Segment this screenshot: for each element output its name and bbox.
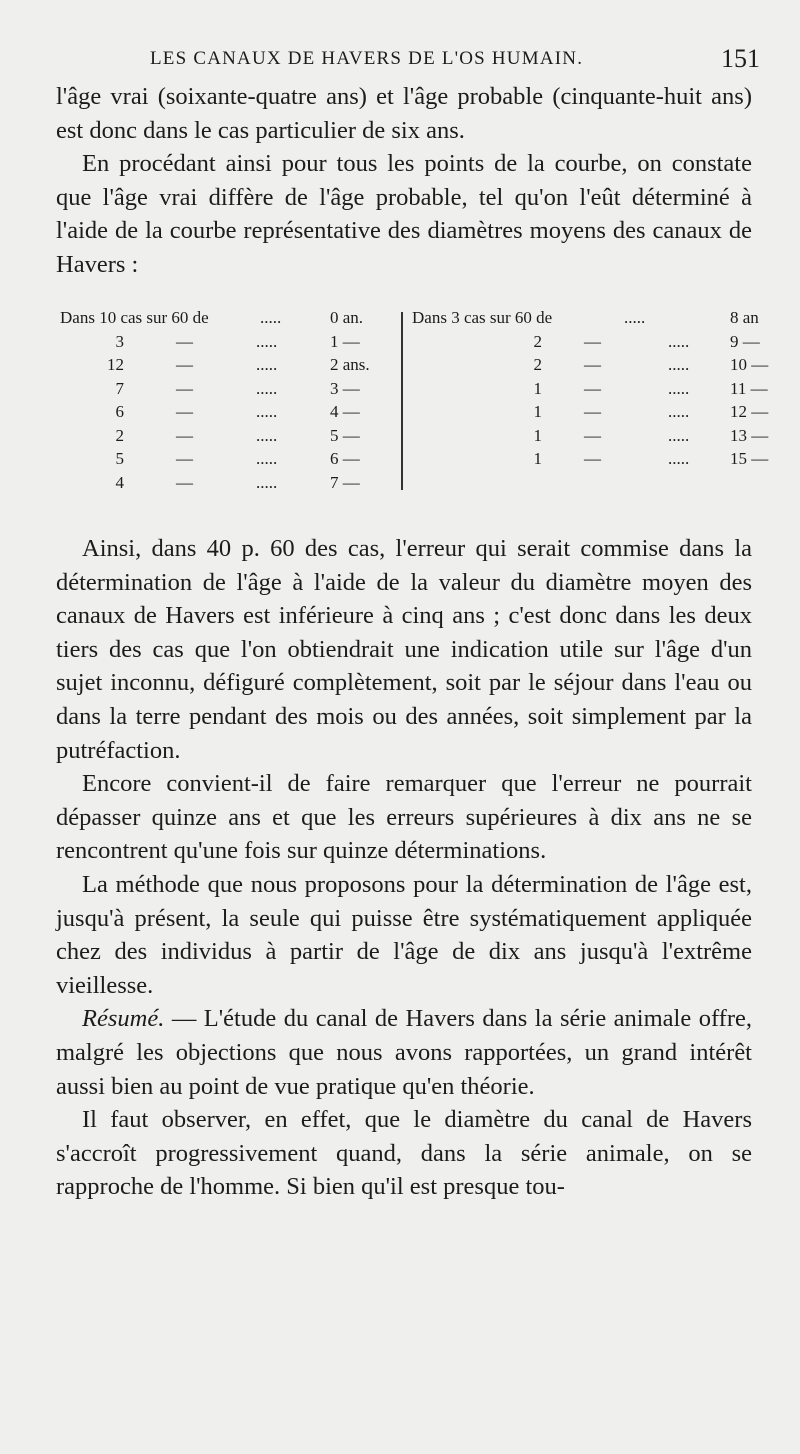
age-error-table [60, 306, 769, 496]
cell-count: 1 [533, 378, 542, 398]
cell-value: 0 an. [330, 308, 364, 327]
cell-dots: ..... [260, 308, 282, 327]
cell-dash: — [584, 425, 601, 445]
table-row [412, 353, 769, 377]
table-row [412, 424, 769, 448]
table-row [412, 377, 768, 401]
cell-value: 1 — [330, 331, 360, 351]
cell-value: 13 — [730, 425, 769, 445]
cell-dash: — [176, 378, 193, 398]
cell-dots: ..... [668, 449, 690, 468]
cell-value: 2 ans. [330, 355, 370, 374]
cell-value: 8 an [730, 308, 759, 327]
table-row [412, 330, 760, 354]
cell-value: 7 — [330, 472, 360, 492]
table-row [60, 447, 400, 471]
table-row [60, 353, 400, 377]
table-row [60, 424, 400, 448]
cell-dots: ..... [624, 308, 646, 327]
table-row [60, 400, 400, 424]
cell-count: 1 [533, 425, 542, 445]
running-title: LES CANAUX DE HAVERS DE L'OS HUMAIN. [150, 48, 584, 69]
cell-count: 6 [115, 402, 124, 421]
cell-dash: — [584, 402, 601, 421]
cell-count: Dans 10 cas sur 60 de [60, 308, 209, 327]
cell-count: 7 [115, 378, 124, 398]
cell-dots: ..... [256, 378, 278, 398]
cell-value: 4 — [330, 402, 360, 421]
cell-dots: ..... [668, 331, 690, 351]
cell-dash: — [176, 331, 193, 351]
cell-value: 11 — [730, 378, 768, 398]
cell-dots: ..... [668, 355, 690, 374]
table-column-right [412, 306, 769, 471]
resume-text: — L'étude du canal de Havers dans la série animale offre, malgré les objections que nous avons rapportées, un grand intérêt aussi bien au point de vue pratique qu'en théorie. [56, 1005, 752, 1100]
cell-count: 2 [115, 425, 124, 445]
table-column-left [60, 306, 400, 494]
table-row [412, 400, 769, 424]
cell-dots: ..... [256, 402, 278, 421]
cell-dots: ..... [668, 378, 690, 398]
cell-value: 9 — [730, 331, 760, 351]
cell-count: 1 [533, 402, 542, 421]
cell-dash: — [584, 331, 601, 351]
table-row [60, 306, 400, 330]
cell-dash: — [176, 402, 193, 421]
paragraph: La méthode que nous proposons pour la détermination de l'âge est, jusqu'à présent, la seule qui puisse être systématiquement appliquée chez des individus à partir de l'âge de dix ans jusqu'à l'extrême vieillesse. [56, 870, 752, 999]
paragraph: En procédant ainsi pour tous les points de la courbe, on constate que l'âge vrai diffère de l'âge probable, tel qu'on l'eût déterminé à l'aide de la courbe représentative des diamètres moyens des canaux de Havers : [56, 150, 752, 278]
table-row [60, 330, 400, 354]
cell-dash: — [176, 472, 193, 492]
cell-dash: — [176, 449, 193, 468]
cell-value: 10 — [730, 355, 769, 374]
cell-dots: ..... [256, 355, 278, 374]
resume-label: Résumé. [82, 1005, 165, 1033]
paragraph: Il faut observer, en effet, que le diamètre du canal de Havers s'accroît progressivement quand, dans la série animale, on se rapproche de l'homme. Si bien qu'il est presque tou- [56, 1106, 752, 1201]
cell-value: 3 — [330, 378, 360, 398]
cell-dash: — [176, 425, 193, 445]
running-header [60, 44, 760, 76]
cell-value: 6 — [330, 449, 360, 468]
cell-dots: ..... [256, 331, 278, 351]
cell-dots: ..... [256, 449, 278, 468]
column-divider [401, 312, 403, 490]
cell-value: 12 — [730, 402, 769, 421]
cell-count: 12 [107, 355, 124, 374]
cell-dots: ..... [668, 402, 690, 421]
cell-count: 2 [533, 331, 542, 351]
table-row [412, 447, 769, 471]
cell-count: 3 [115, 331, 124, 351]
table-row [60, 377, 400, 401]
cell-count: 5 [115, 449, 124, 468]
table-row [60, 471, 400, 495]
page-number: 151 [721, 44, 760, 73]
cell-count: Dans 3 cas sur 60 de [412, 308, 553, 327]
paragraph: Encore convient-il de faire remarquer que l'erreur ne pourrait dépasser quinze ans et que les erreurs supérieures à dix ans ne se rencontrent qu'une fois sur quinze déterminations. [56, 770, 752, 865]
table-row [412, 306, 759, 330]
paragraph-resume [56, 1002, 752, 1103]
text-block-bottom [56, 532, 752, 1204]
cell-dots: ..... [256, 425, 278, 445]
cell-dash: — [176, 355, 193, 374]
paragraph: l'âge vrai (soixante-quatre ans) et l'âge probable (cinquante-huit ans) est donc dans le cas particulier de six ans. [56, 83, 752, 144]
cell-dash: — [584, 378, 601, 398]
cell-dots: ..... [668, 425, 690, 445]
paragraph: Ainsi, dans 40 p. 60 des cas, l'erreur qui serait commise dans la détermination de l'âge à l'aide de la valeur du diamètre moyen des canaux de Havers est inférieure à cinq ans ; c'est donc dans les deux tiers des cas que l'on obtiendrait une indication utile sur l'âge d'un sujet inconnu, défiguré complètement, soit par le séjour dans l'eau ou dans la terre pendant des mois ou des années, soit simplement par la putréfaction. [56, 535, 752, 764]
cell-dash: — [584, 449, 601, 468]
cell-count: 4 [115, 472, 124, 492]
cell-count: 1 [533, 449, 542, 468]
cell-dash: — [584, 355, 601, 374]
cell-count: 2 [533, 355, 542, 374]
cell-value: 15 — [730, 449, 769, 468]
text-block-top [56, 80, 752, 282]
cell-value: 5 — [330, 425, 360, 445]
cell-dots: ..... [256, 472, 278, 492]
